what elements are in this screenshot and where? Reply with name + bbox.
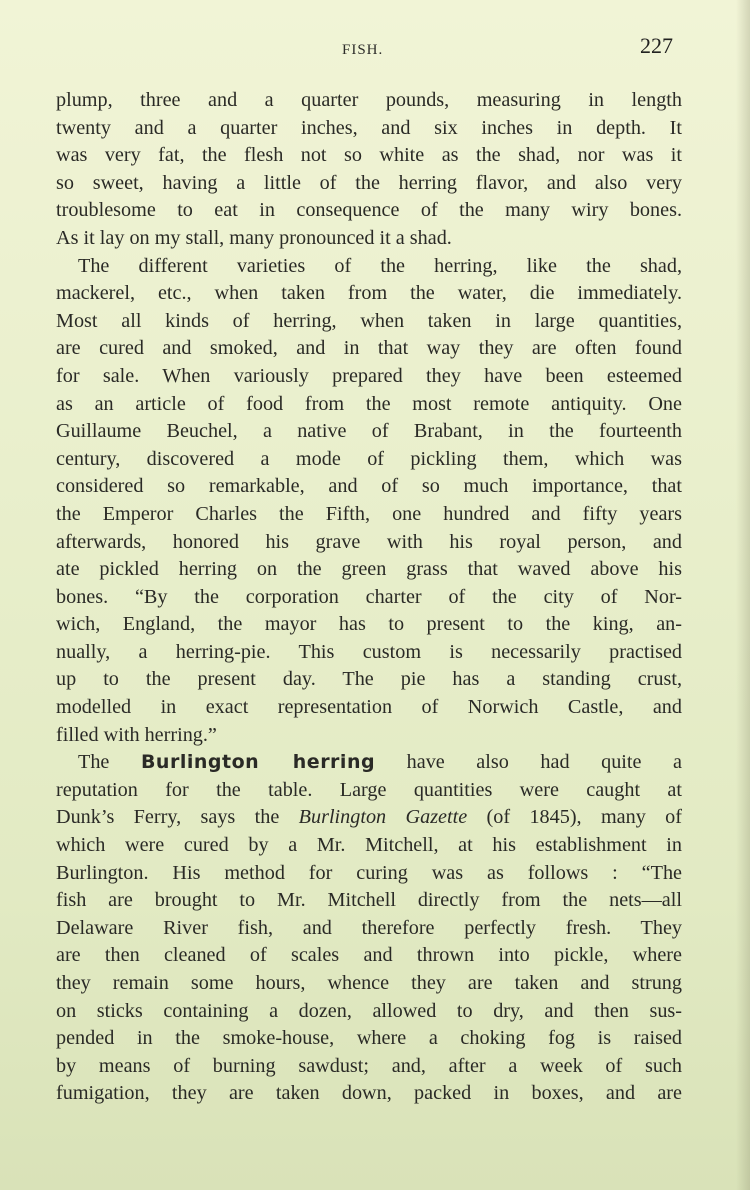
text-segment: Dunk’s Ferry, says the <box>56 806 299 829</box>
text-line: afterwards, honored his grave with his royal person, and <box>56 530 682 553</box>
text-line: pended in the smoke-house, where a choking fog is raised <box>56 1027 682 1050</box>
text-line: Delaware River fish, and therefore perfectly fresh. They <box>56 916 682 939</box>
italic-title: Burlington Gazette <box>298 806 468 829</box>
text-line: century, discovered a mode of pickling them, which was <box>56 447 682 470</box>
text-line: As it lay on my stall, many pronounced it a shad. <box>56 226 452 249</box>
text-line: wich, England, the mayor has to present to the king, an- <box>56 613 682 636</box>
text-segment: The <box>78 751 141 774</box>
text-line: modelled in exact representation of Norwich Castle, and <box>56 696 682 719</box>
text-line: troublesome to eat in consequence of the many wiry bones. <box>56 199 682 222</box>
text-line: they remain some hours, whence they are taken and strung <box>56 972 682 994</box>
text-line: bones. “By the corporation charter of the city of Nor- <box>56 585 682 608</box>
text-line: on sticks containing a dozen, allowed to dry, and then sus- <box>56 999 682 1022</box>
bold-term: Burlington herring <box>140 751 376 774</box>
text-segment: (of 1845), many of <box>467 806 682 829</box>
page-number: 227 <box>640 33 673 58</box>
text-segment: have also had quite a <box>375 751 682 774</box>
text-line: up to the present day. The pie has a standing crust, <box>56 668 682 691</box>
text-line: Guillaume Beuchel, a native of Brabant, in the fourteenth <box>56 420 682 443</box>
text-line: Burlington. His method for curing was as follows : “The <box>56 861 682 884</box>
body-text <box>56 87 682 1108</box>
text-line: Most all kinds of herring, when taken in large quantities, <box>56 309 682 332</box>
text-line: so sweet, having a little of the herring flavor, and also very <box>56 171 682 194</box>
text-line <box>56 804 682 832</box>
text-line: fumigation, they are taken down, packed in boxes, and are <box>56 1082 682 1105</box>
text-line: reputation for the table. Large quantities were caught at <box>56 778 682 801</box>
text-line: considered so remarkable, and of so much importance, that <box>56 475 682 498</box>
text-line: The different varieties of the herring, like the shad, <box>78 254 682 277</box>
text-line: mackerel, etc., when taken from the water, die immediately. <box>56 282 682 305</box>
text-line: for sale. When variously prepared they have been esteemed <box>56 364 682 387</box>
text-line: fish are brought to Mr. Mitchell directly from the nets—all <box>56 889 682 912</box>
text-line: nually, a herring-pie. This custom is necessarily practised <box>56 640 682 663</box>
text-line: which were cured by a Mr. Mitchell, at his establishment in <box>56 834 682 857</box>
running-head: FISH. <box>342 42 384 58</box>
text-line <box>56 749 682 777</box>
text-line: filled with herring.” <box>56 723 217 746</box>
text-line: are cured and smoked, and in that way they are often found <box>56 337 682 360</box>
text-line: plump, three and a quarter pounds, measuring in length <box>56 89 682 111</box>
text-line: by means of burning sawdust; and, after a week of such <box>56 1054 682 1077</box>
page-header <box>0 30 750 70</box>
text-line: ate pickled herring on the green grass that waved above his <box>56 558 682 581</box>
text-line: the Emperor Charles the Fifth, one hundred and fifty years <box>56 502 682 525</box>
text-line: was very fat, the flesh not so white as the shad, nor was it <box>56 144 682 167</box>
text-line: twenty and a quarter inches, and six inches in depth. It <box>56 116 682 139</box>
text-line: as an article of food from the most remote antiquity. One <box>56 392 682 415</box>
text-line: are then cleaned of scales and thrown into pickle, where <box>56 944 682 967</box>
